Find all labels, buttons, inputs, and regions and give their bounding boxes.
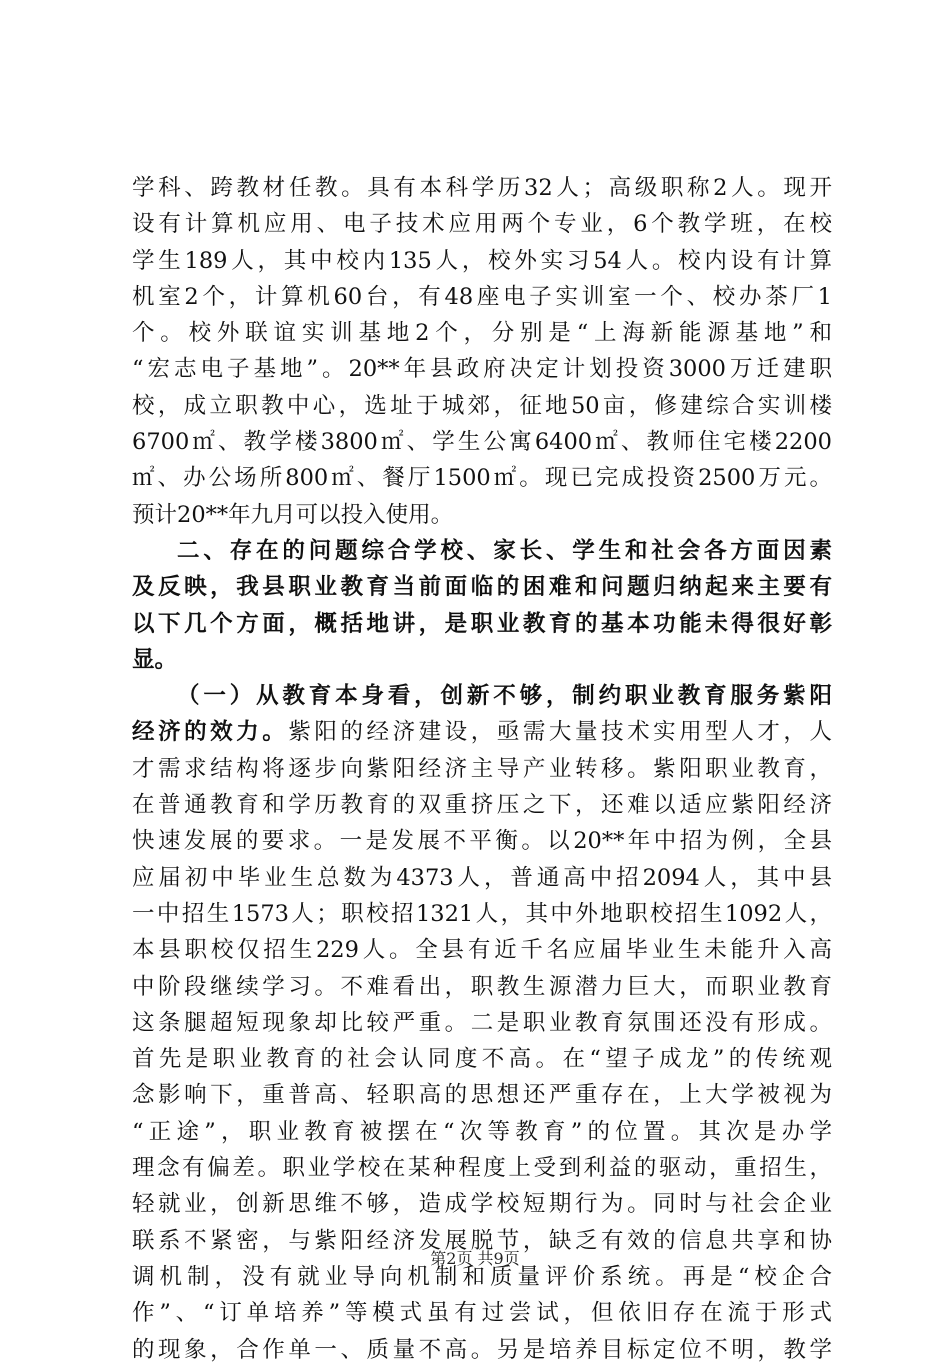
text-line: 在普通教育和学历教育的双重挤压之下，还难以适应紫阳经济 — [132, 792, 832, 819]
subsection-heading-tail: 经济的效力。 — [132, 719, 289, 746]
text-line: 应届初中毕业生总数为4373人，普通高中招2094人，其中县 — [132, 864, 832, 891]
section-heading-line: 二、存在的问题综合学校、家长、学生和社会各方面因素 — [177, 537, 832, 564]
text-line: 学生189人，其中校内135人，校外实习54人。校内设有计算 — [132, 247, 832, 274]
text-line: 快速发展的要求。一是发展不平衡。以20**年中招为例，全县 — [132, 828, 832, 855]
text-line: ㎡、办公场所800㎡、餐厅1500㎡。现已完成投资2500万元。 — [132, 465, 832, 492]
text-line: 调机制，没有就业导向机制和质量评价系统。再是“校企合 — [132, 1263, 832, 1290]
text-line: 念影响下，重普高、轻职高的思想还严重存在，上大学被视为 — [132, 1082, 832, 1109]
text-line: 的现象，合作单一、质量不高。另是培养目标定位不明，教学 — [132, 1336, 832, 1363]
subsection-text-start: 紫阳的经济建设，亟需大量技术实用型人才，人 — [288, 719, 832, 746]
text-line: 才需求结构将逐步向紫阳经济主导产业转移。紫阳职业教育， — [132, 755, 832, 782]
text-line: “宏志电子基地”。20**年县政府决定计划投资3000万迁建职 — [132, 356, 832, 383]
text-line: 一中招生1573人；职校招1321人，其中外地职校招生1092人， — [132, 900, 832, 927]
text-line: 预计20**年九月可以投入使用。 — [132, 501, 454, 528]
page-footer: 第2页 共9页 — [430, 1249, 520, 1268]
section-heading-line: 以下几个方面，概括地讲，是职业教育的基本功能未得很好彰 — [132, 610, 832, 637]
text-line: “正途”，职业教育被摆在“次等教育”的位置。其次是办学 — [132, 1118, 832, 1145]
body-text — [132, 170, 832, 1368]
text-line: 本县职校仅招生229人。全县有近千名应届毕业生未能升入高 — [132, 937, 832, 964]
text-line: 个。校外联谊实训基地2个，分别是“上海新能源基地”和 — [132, 320, 832, 347]
subsection-heading-line: （一）从教育本身看，创新不够，制约职业教育服务紫阳 — [177, 683, 832, 710]
text-line: 理念有偏差。职业学校在某种程度上受到利益的驱动，重招生， — [132, 1155, 832, 1182]
section-heading-line: 及反映，我县职业教育当前面临的困难和问题归纳起来主要有 — [132, 574, 832, 601]
section-heading-line: 显。 — [132, 646, 178, 673]
text-line: 设有计算机应用、电子技术应用两个专业，6个教学班，在校 — [132, 211, 832, 238]
text-line: 首先是职业教育的社会认同度不高。在“望子成龙”的传统观 — [132, 1046, 832, 1073]
text-line: 校，成立职教中心，选址于城郊，征地50亩，修建综合实训楼 — [132, 392, 832, 419]
text-line: 联系不紧密，与紫阳经济发展脱节，缺乏有效的信息共享和协 — [132, 1227, 832, 1254]
subsection-mixed-line — [132, 714, 832, 750]
text-line: 轻就业，创新思维不够，造成学校短期行为。同时与社会企业 — [132, 1191, 832, 1218]
text-line: 6700㎡、教学楼3800㎡、学生公寓6400㎡、教师住宅楼2200 — [132, 429, 832, 456]
text-line: 这条腿超短现象却比较严重。二是职业教育氛围还没有形成。 — [132, 1009, 832, 1036]
text-line: 机室2个，计算机60台，有48座电子实训室一个、校办茶厂1 — [132, 283, 832, 310]
text-line: 学科、跨教材任教。具有本科学历32人；高级职称2人。现开 — [132, 175, 832, 201]
text-line: 中阶段继续学习。不难看出，职教生源潜力巨大，而职业教育 — [132, 973, 832, 1000]
text-line: 作”、“订单培养”等模式虽有过尝试，但依旧存在流于形式 — [132, 1300, 832, 1327]
